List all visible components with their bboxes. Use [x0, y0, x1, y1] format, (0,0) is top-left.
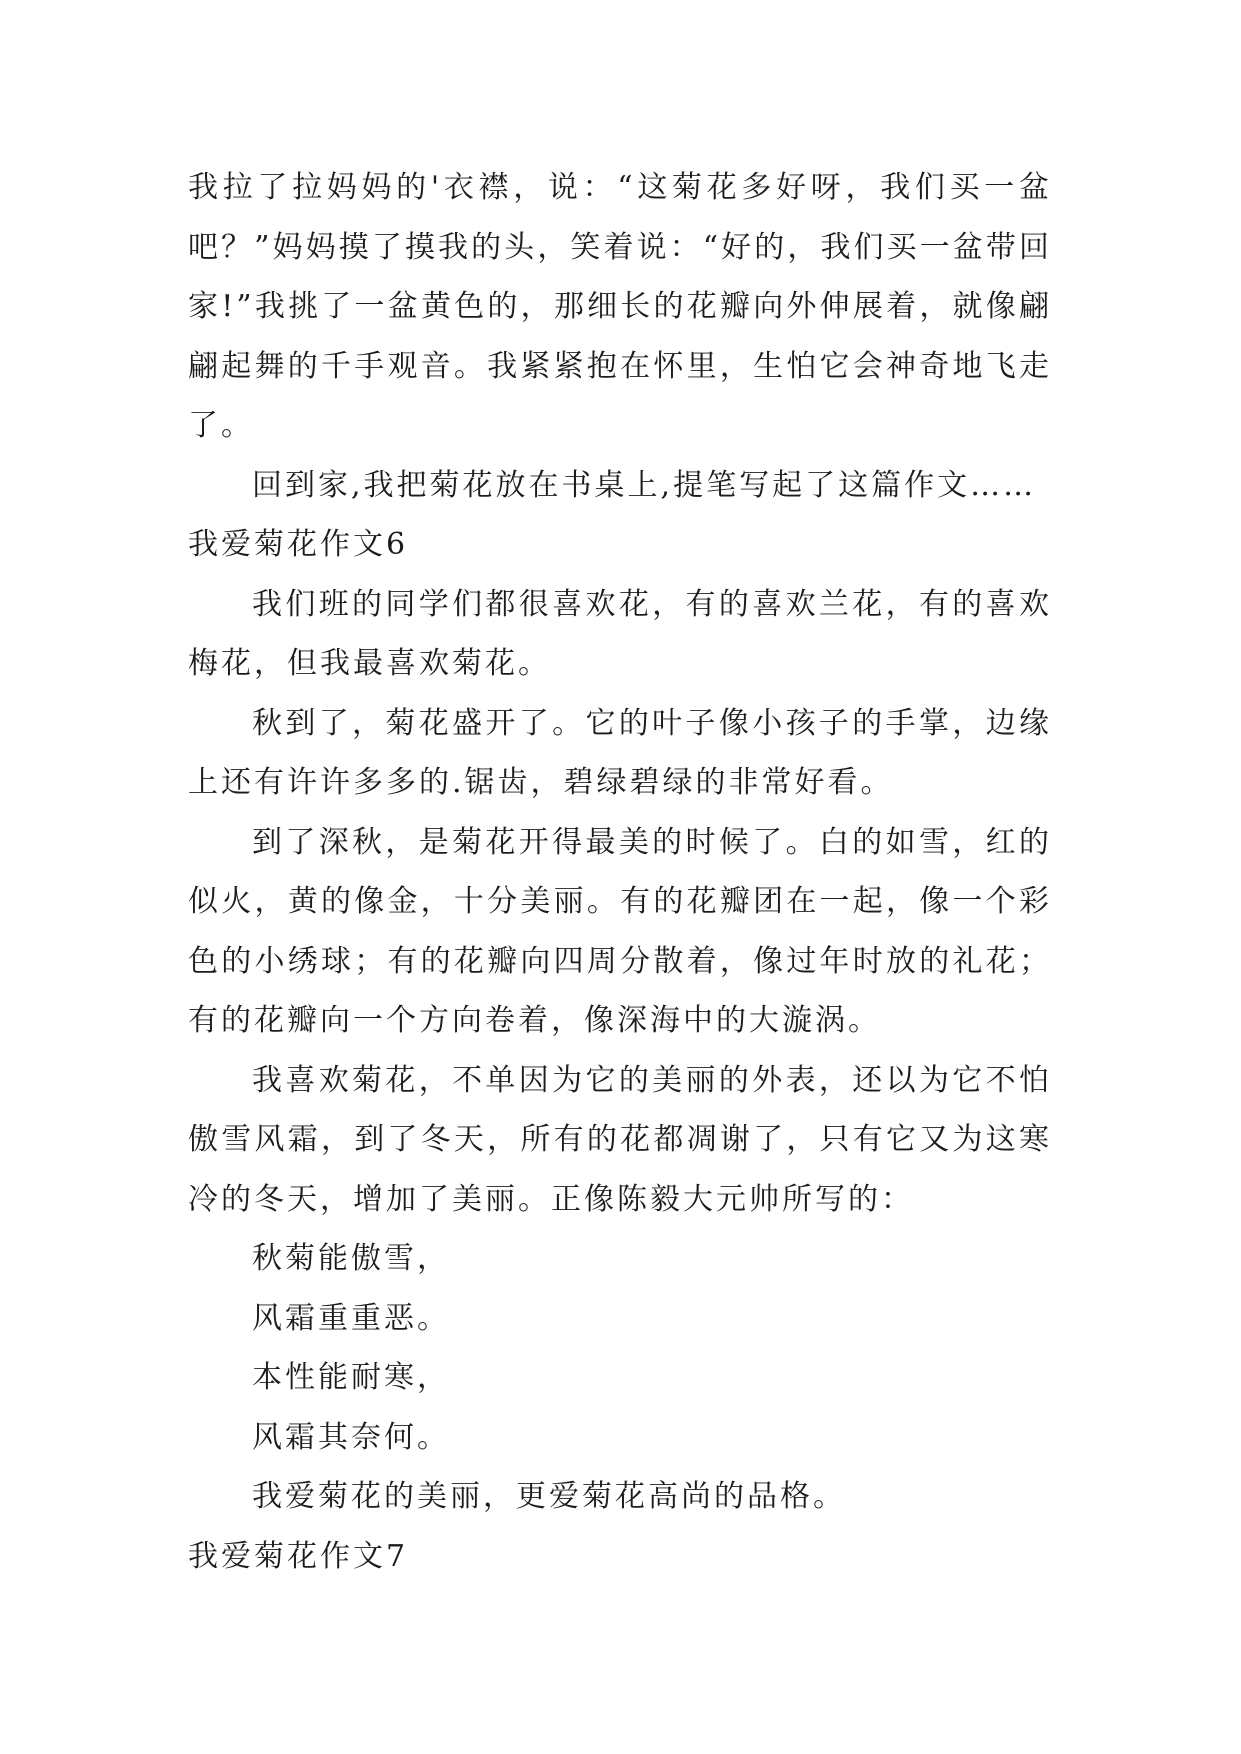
paragraph-autumn-leaves: 秋到了，菊花盛开了。它的叶子像小孩子的手掌，边缘上还有许许多多的.锯齿，碧绿碧绿的非常好看。 [188, 705, 1052, 800]
paragraph-late-autumn-colors: 到了深秋，是菊花开得最美的时候了。白的如雪，红的似火，黄的像金，十分美丽。有的花瓣团在一起，像一个彩色的小绣球；有的花瓣向四周分散着，像过年时放的礼花；有的花瓣向一个方向卷着，像深海中的大漩涡。 [188, 824, 1052, 1038]
poem-line-2: 风霜重重恶。 [252, 1300, 450, 1336]
poem-line-4: 风霜其奈何。 [252, 1419, 450, 1455]
paragraph-why-i-like: 我喜欢菊花，不单因为它的美丽的外表，还以为它不怕傲雪风霜，到了冬天，所有的花都凋谢了，只有它又为这寒冷的冬天，增加了美丽。正像陈毅大元帅所写的： [188, 1062, 1052, 1217]
section-heading-essay-6: 我爱菊花作文6 [188, 527, 409, 562]
section-heading-essay-7: 我爱菊花作文7 [188, 1538, 409, 1574]
paragraph-back-home: 回到家,我把菊花放在书桌上,提笔写起了这篇作文…… [252, 467, 1037, 503]
poem-line-3: 本性能耐寒， [252, 1360, 450, 1395]
paragraph-conclusion: 我爱菊花的美丽，更爱菊花高尚的品格。 [252, 1479, 846, 1514]
document-body [188, 158, 1052, 1586]
paragraph-buy-chrysanthemum: 我拉了拉妈妈的'衣襟，说：“这菊花多好呀，我们买一盆吧？”妈妈摸了摸我的头，笑着说：“好的，我们买一盆带回家!”我挑了一盆黄色的，那细长的花瓣向外伸展着，就像翩翩起舞的千手观音。我紧紧抱在怀里，生怕它会神奇地飞走了。 [188, 170, 1052, 443]
poem-line-1: 秋菊能傲雪， [252, 1241, 450, 1276]
paragraph-classmates-like-flowers: 我们班的同学们都很喜欢花，有的喜欢兰花，有的喜欢梅花，但我最喜欢菊花。 [188, 586, 1052, 681]
